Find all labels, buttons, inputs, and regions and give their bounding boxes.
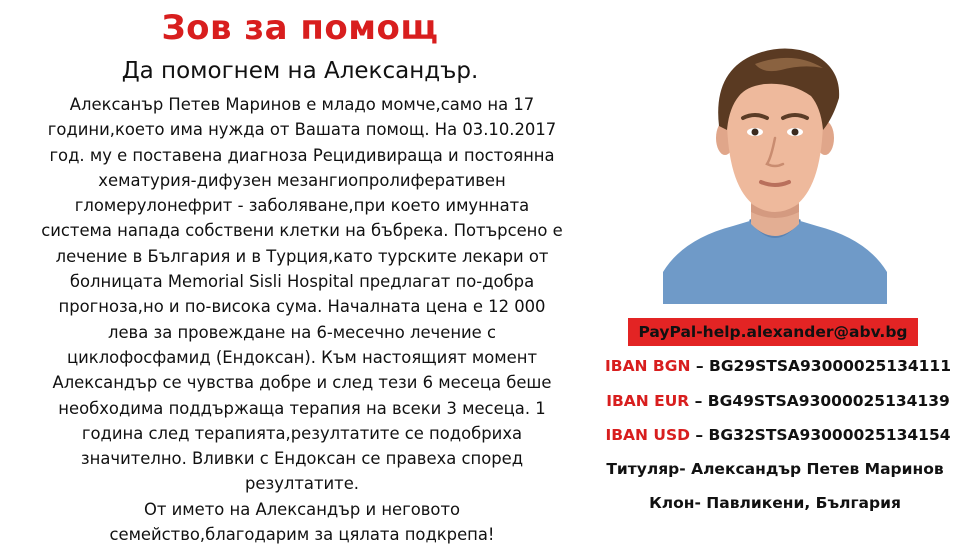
appeal-title: Зов за помощ — [161, 8, 439, 48]
portrait-illustration — [663, 34, 887, 304]
body-line: болницата Memorial Sisli Hospital предлагат по-добра — [69, 272, 535, 292]
body-line: семейство,благодарим за цялата подкрепа! — [109, 525, 495, 545]
body-line: год. му е поставена диагноза Рецидивираща и постоянна — [49, 145, 555, 165]
bank-branch: Клон- Павликени, България — [649, 494, 901, 512]
body-line: лечение в България и в Турция,като турските лекари от — [55, 246, 549, 266]
appeal-body — [4, 92, 600, 547]
body-line: гломерулонефрит - заболяване,при което имунната — [74, 196, 530, 216]
body-line: система напада собствени клетки на бъбрека. Потърсено е — [41, 221, 563, 241]
iban-label: IBAN EUR — [606, 392, 690, 410]
iban-row-bgn — [596, 357, 960, 375]
body-line: лева за провеждане на 6-месечно лечение с — [108, 322, 496, 342]
iban-number: BG32STSA93000025134154 — [708, 426, 951, 444]
iban-separator: – — [690, 357, 709, 375]
iban-row-usd — [596, 426, 960, 444]
appeal-subtitle: Да помогнем на Александър. — [121, 58, 479, 84]
portrait-photo — [663, 34, 887, 304]
body-line: От името на Александър и неговото — [143, 499, 461, 519]
body-line: прогноза,но и по-висока сума. Началната цена е 12 000 — [58, 297, 546, 317]
body-line: Алексанър Петев Маринов е младо момче,само на 17 — [69, 95, 535, 114]
body-line: циклофосфамид (Ендоксан). Към настоящият момент — [66, 347, 537, 367]
body-line: години,което има нужда от Вашата помощ. На 03.10.2017 — [47, 120, 557, 140]
body-line: необходима поддържаща терапия на всеки 3 месеца. 1 — [58, 398, 546, 418]
body-line: хематурия-дифузен мезангиопролиферативен — [98, 170, 506, 190]
body-line: резултатите. — [244, 474, 359, 494]
iban-number: BG49STSA93000025134139 — [707, 392, 950, 410]
iban-separator: – — [690, 426, 709, 444]
body-line: значително. Вливки с Ендоксан се правеха според — [80, 449, 524, 469]
body-line: Александър се чувства добре и след тези 6 месеца беше — [52, 373, 552, 393]
iban-number: BG29STSA93000025134111 — [709, 357, 951, 375]
paypal-address: PayPal-help.alexander@abv.bg — [628, 318, 918, 346]
iban-row-eur — [596, 392, 960, 410]
body-line: година след терапията,резултатите се подобриха — [81, 423, 523, 443]
account-holder: Титуляр- Александър Петев Маринов — [606, 460, 944, 478]
iban-label: IBAN BGN — [604, 357, 691, 375]
iban-label: IBAN USD — [605, 426, 690, 444]
iban-separator: – — [689, 392, 708, 410]
